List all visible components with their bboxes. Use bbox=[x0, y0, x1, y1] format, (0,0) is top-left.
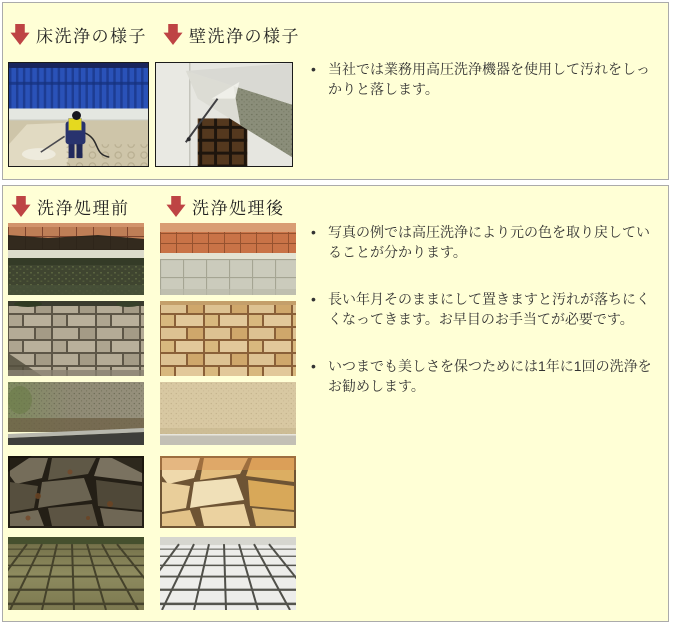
tile-floor-before-photo bbox=[8, 537, 144, 610]
heading-before-label: 洗浄処理前 bbox=[37, 199, 130, 218]
flagstone-after-photo bbox=[160, 456, 296, 528]
bullet-item: • いつまでも美しさを保つためには1年に1回の洗浄をお勧めします。 bbox=[306, 356, 658, 396]
brick-step-after-photo bbox=[160, 223, 296, 295]
bullet-item: • 長い年月そのままにして置きますと汚れが落ちにくくなってきます。お早目のお手当てが必要です。 bbox=[306, 289, 658, 329]
heading-after-label: 洗浄処理後 bbox=[192, 199, 285, 218]
heading-floor-cleaning-label: 床洗浄の様子 bbox=[36, 27, 147, 46]
bullet-item: • 当社では業務用高圧洗浄機器を使用して汚れをしっかりと落します。 bbox=[306, 59, 658, 99]
tile-floor-after-photo bbox=[160, 537, 296, 610]
wall-cleaning-photo bbox=[155, 62, 293, 167]
heading-after bbox=[166, 194, 285, 219]
down-arrow-icon bbox=[163, 24, 183, 45]
bottom-bullet-list bbox=[306, 222, 658, 423]
heading-before bbox=[11, 194, 130, 219]
stucco-wall-after-photo bbox=[160, 382, 296, 445]
stucco-wall-before-photo bbox=[8, 382, 144, 445]
stone-wall-before-photo bbox=[8, 301, 144, 376]
flagstone-before-photo bbox=[8, 456, 144, 528]
down-arrow-icon bbox=[10, 24, 30, 45]
floor-cleaning-photo bbox=[8, 62, 149, 167]
heading-floor-cleaning bbox=[10, 22, 147, 47]
heading-wall-cleaning bbox=[163, 22, 300, 47]
down-arrow-icon bbox=[166, 196, 186, 217]
brick-step-before-photo bbox=[8, 223, 144, 295]
top-bullet-list bbox=[306, 59, 658, 126]
heading-wall-cleaning-label: 壁洗浄の様子 bbox=[189, 27, 300, 46]
stone-wall-after-photo bbox=[160, 301, 296, 376]
bullet-item: • 写真の例では高圧洗浄により元の色を取り戻していることが分かります。 bbox=[306, 222, 658, 262]
down-arrow-icon bbox=[11, 196, 31, 217]
section-before-after bbox=[2, 185, 669, 622]
section-cleaning-examples bbox=[2, 2, 669, 180]
